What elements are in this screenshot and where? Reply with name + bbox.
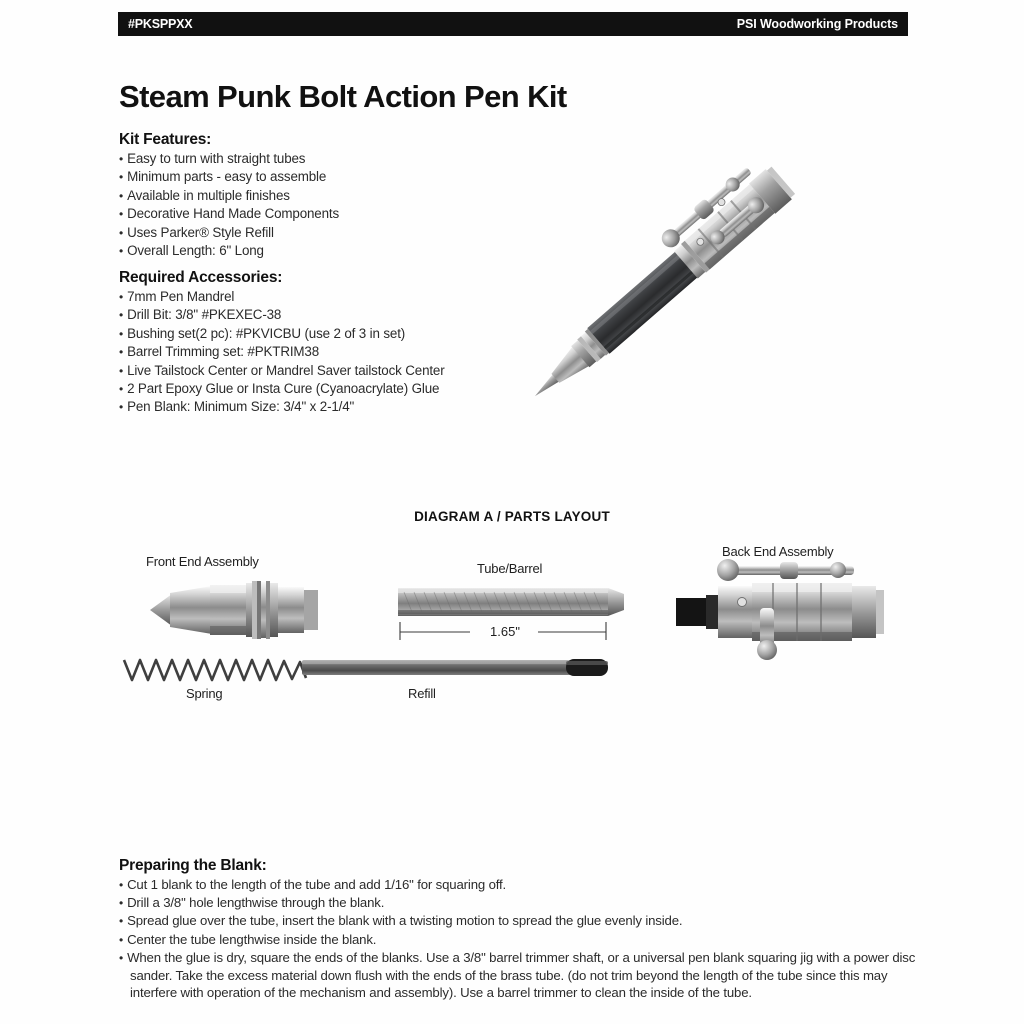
label-tube-barrel: Tube/Barrel: [477, 561, 543, 576]
kit-features-list: [119, 150, 339, 260]
header-bar: [118, 12, 908, 36]
kit-features-section: [119, 131, 339, 260]
list-item: • Overall Length: 6" Long: [119, 242, 339, 260]
label-back-end-assembly: Back End Assembly: [722, 544, 834, 559]
list-item: • Spread glue over the tube, insert the blank with a twisting motion to spread the glue evenly inside.: [119, 912, 919, 930]
parts-layout-diagram: [0, 500, 1024, 730]
list-item: • Available in multiple finishes: [119, 187, 339, 205]
list-item: • Center the tube lengthwise inside the blank.: [119, 931, 919, 949]
back-end-bolt-knob: [757, 640, 777, 660]
required-accessories-list: [119, 288, 445, 417]
pen-barrel: [587, 251, 698, 354]
part-back-end-assembly: [676, 559, 884, 660]
label-front-end-assembly: Front End Assembly: [146, 554, 259, 569]
list-item: • 2 Part Epoxy Glue or Insta Cure (Cyanoacrylate) Glue: [119, 380, 445, 398]
preparing-list: [119, 876, 919, 1001]
back-end-clip-knob: [717, 559, 739, 581]
list-item: • Uses Parker® Style Refill: [119, 224, 339, 242]
kit-features-heading: Kit Features:: [119, 131, 212, 148]
required-accessories-section: [119, 269, 445, 417]
list-item: • Drill Bit: 3/8" #PKEXEC-38: [119, 306, 445, 324]
list-item: • Cut 1 blank to the length of the tube and add 1/16" for squaring off.: [119, 876, 919, 894]
page-title: Steam Punk Bolt Action Pen Kit: [119, 78, 567, 114]
list-item: • Bushing set(2 pc): #PKVICBU (use 2 of 3 in set): [119, 325, 445, 343]
preparing-the-blank-section: [119, 857, 919, 1001]
part-front-end-assembly: [150, 581, 318, 639]
list-item: • 7mm Pen Mandrel: [119, 288, 445, 306]
pen-product-photo: [470, 62, 920, 452]
list-item: • Barrel Trimming set: #PKTRIM38: [119, 343, 445, 361]
list-item: • Pen Blank: Minimum Size: 3/4" x 2-1/4": [119, 398, 445, 416]
list-item: • Minimum parts - easy to assemble: [119, 168, 339, 186]
diagram-title: DIAGRAM A / PARTS LAYOUT: [414, 509, 610, 524]
tube-length-label: 1.65": [490, 624, 520, 639]
list-item: • Decorative Hand Made Components: [119, 205, 339, 223]
required-accessories-heading: Required Accessories:: [119, 269, 283, 286]
list-item: • Drill a 3/8" hole lengthwise through the blank.: [119, 894, 919, 912]
header-brand: PSI Woodworking Products: [736, 17, 898, 31]
label-spring: Spring: [186, 686, 223, 701]
label-refill: Refill: [408, 686, 436, 701]
header-sku: #PKSPPXX: [128, 17, 193, 31]
preparing-heading: Preparing the Blank:: [119, 857, 267, 874]
list-item: • When the glue is dry, square the ends of the blanks. Use a 3/8" barrel trimmer shaft, or a universal pen blank squaring jig with a power disc sander. Take the excess material down flush with the ends of the brass tube. (do not trim beyond the length of the tube since this may interfere with operation of the mechanism and assembly). Use a barrel trimmer to clean the inside of the tube.: [119, 949, 919, 1002]
part-refill: [302, 659, 608, 676]
list-item: • Easy to turn with straight tubes: [119, 150, 339, 168]
list-item: • Live Tailstock Center or Mandrel Saver tailstock Center: [119, 362, 445, 380]
